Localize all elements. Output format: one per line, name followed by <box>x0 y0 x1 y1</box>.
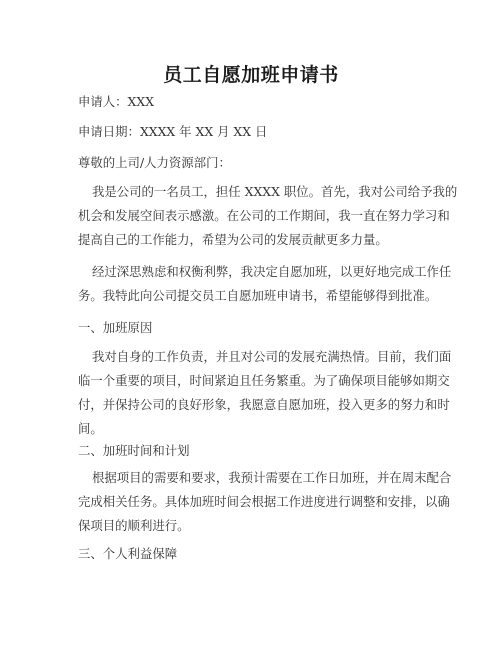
section1-heading: 一、加班原因 <box>78 320 153 335</box>
date-line: 申请日期：XXXX 年 XX 月 XX 日 <box>78 124 268 139</box>
paragraph-line: 付，并保持公司的良好形象，我愿意自愿加班，投入更多的努力和时 <box>78 397 450 412</box>
decision-paragraph <box>78 260 452 308</box>
salutation-line: 尊敬的上司/人力资源部门： <box>78 155 231 170</box>
paragraph-line: 务。我特此向公司提交员工自愿加班申请书，希望能够得到批准。 <box>78 288 438 303</box>
section3-heading: 三、个人利益保障 <box>78 546 178 561</box>
section2-heading: 二、加班时间和计划 <box>78 443 190 458</box>
paragraph-line: 机会和发展空间表示感激。在公司的工作期间，我一直在努力学习和 <box>78 208 450 223</box>
section2-paragraph <box>78 466 452 538</box>
document-title: 员工自愿加班申请书 <box>163 64 339 86</box>
paragraph-line: 保项目的顺利进行。 <box>78 518 190 533</box>
paragraph-line: 我对自身的工作负责，并且对公司的发展充满热情。目前，我们面 <box>92 349 452 364</box>
paragraph-line: 根据项目的需要和要求，我预计需要在工作日加班，并在周末配合 <box>92 470 452 485</box>
applicant-line: 申请人：XXX <box>78 94 155 109</box>
intro-paragraph <box>78 180 458 252</box>
paragraph-line: 间。 <box>78 421 103 436</box>
paragraph-line: 经过深思熟虑和权衡利弊，我决定自愿加班，以更好地完成工作任 <box>92 264 452 279</box>
paragraph-line: 完成相关任务。具体加班时间会根据工作进度进行调整和安排，以确 <box>78 494 450 509</box>
section1-paragraph <box>78 345 452 441</box>
paragraph-line: 我是公司的一名员工，担任 XXXX 职位。首先，我对公司给予我的 <box>92 184 458 199</box>
paragraph-line: 临一个重要的项目，时间紧迫且任务繁重。为了确保项目能够如期交 <box>78 373 450 388</box>
paragraph-line: 提高自己的工作能力，希望为公司的发展贡献更多力量。 <box>78 232 388 247</box>
